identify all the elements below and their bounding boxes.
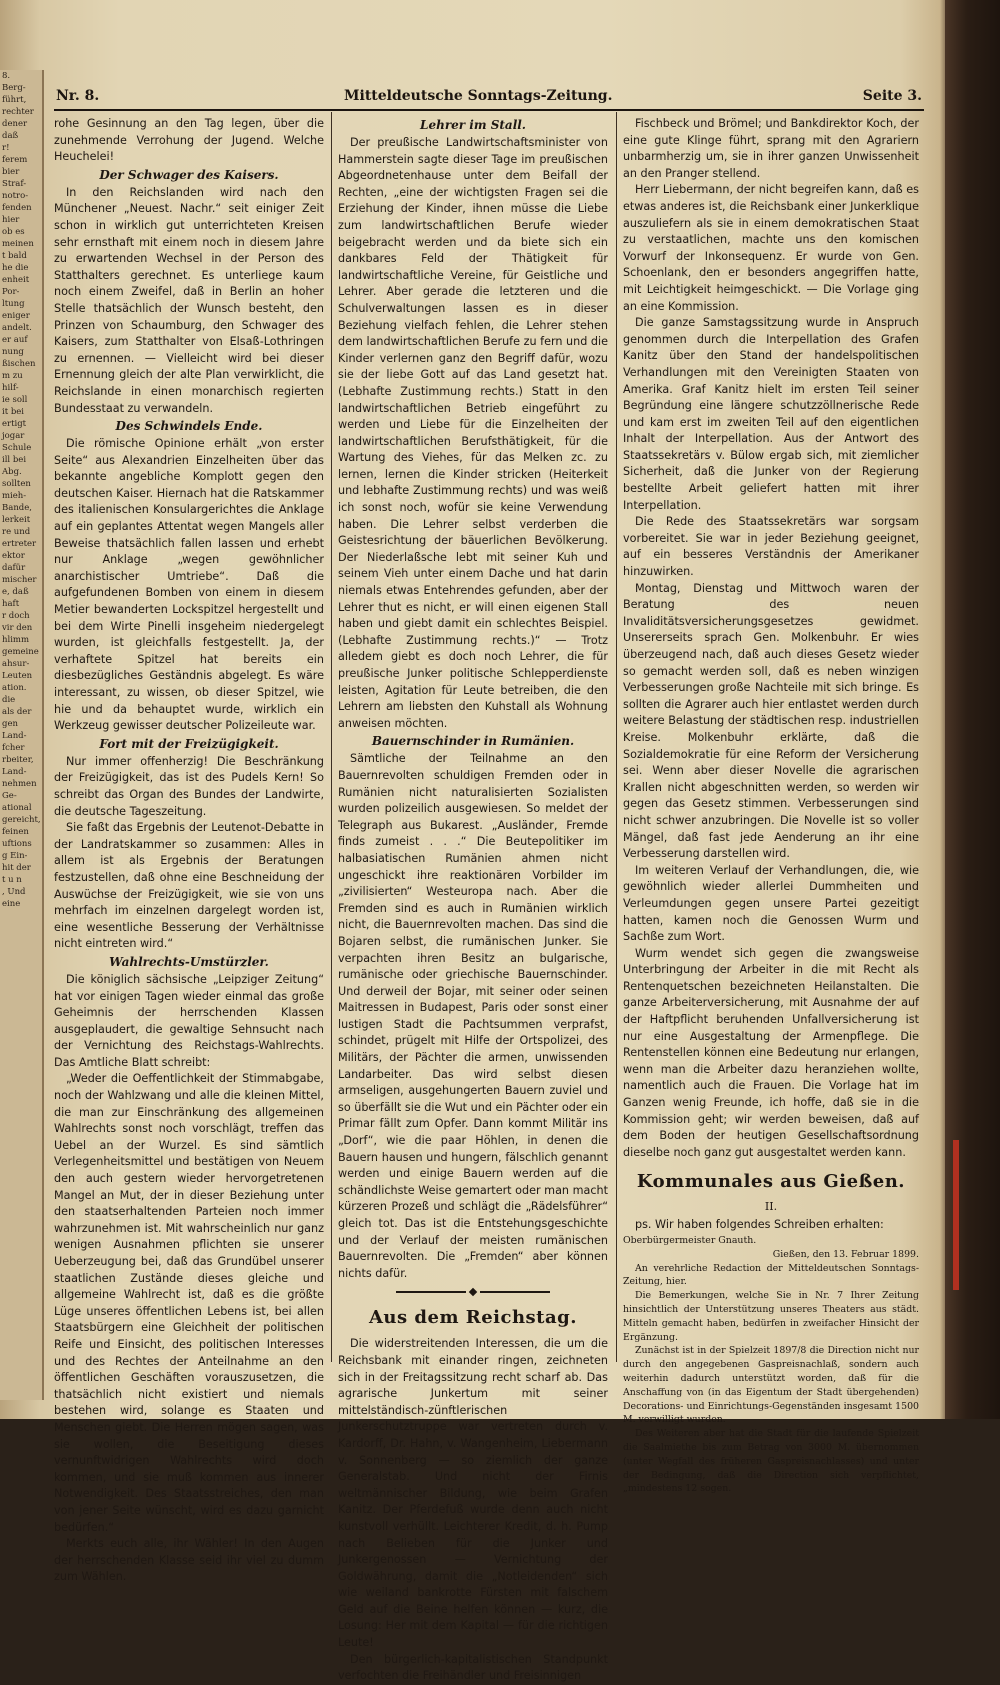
margin-fragment: rbeiter, — [2, 755, 34, 765]
margin-fragment: als der — [2, 707, 32, 717]
article-paragraph: Fischbeck und Brömel; und Bankdirektor Koch, der eine gute Klinge führt, sprang mit den Agrariern unbarmherzig um, sie in ihrer ganzen Unwissenheit an den Pranger stellend. — [623, 117, 919, 180]
margin-fragment: t u n — [2, 875, 22, 885]
book-binding — [945, 0, 1000, 1419]
margin-fragment: Bande, — [2, 503, 32, 513]
column-1 — [54, 116, 324, 1584]
margin-fragment: ferem — [2, 155, 28, 165]
binding-ribbon — [953, 1140, 959, 1290]
masthead — [54, 88, 924, 110]
margin-fragment: eniger — [2, 311, 30, 321]
article-paragraph: Sie faßt das Ergebnis der Leutenot-Debatte in der Landratskammer so zusammen: Alles in allem ist als Ergebnis der Beratungen festzustellen, daß ohne eine Beschneidung der Auswüchse der Freizügigkeit, wie sie von uns mehrfach im einzelnen dargelegt worden ist, eine wesentliche Besserung der Verhältnisse nicht eintreten wird.“ — [54, 821, 324, 951]
margin-fragment: ltung — [2, 299, 25, 309]
letter-paragraph: Zunächst ist in der Spielzeit 1897/8 die Direction nicht nur durch den angegebenen Gaspreisnachlaß, sondern auch weiterhin dadurch unterstützt worden, daß für die Anschaffung von (in das Eigentum der Stadt übergehenden) Decorations- und Einrichtungs-Gegenständen insgesamt 1500 M. verwilligt wurden. — [623, 1345, 919, 1426]
column-rule — [616, 112, 617, 1362]
ornament-part — [480, 1291, 550, 1293]
letter-sender: Oberbürgermeister Gnauth. — [623, 1235, 757, 1246]
margin-fragment: hlimm — [2, 635, 30, 645]
article-paragraph: Wurm wendet sich gegen die zwangsweise Unterbringung der Arbeiter in die mit Recht als Rentenquetschen bezeichneten Heilanstalten. Die ganze Arbeiterversicherung, mit Ausnahme der auf der Haftpflicht beruhenden Unfallversicherung ist nur eine Ausgestaltung der Armenpflege. Die Rentenstellen können eine Bedeutung nur erlangen, wenn man die Arbeiter dazu heranziehen wollte, namentlich auch die Frauen. Die Vorlage hat im Ganzen wenig Freunde, ich hoffe, daß sie in die Kommission geht; wir werden beweisen, daß auf dem Boden der heutigen Gesellschaftsordnung dieselbe noch ganz gut ausgestaltet werden kann. — [623, 946, 919, 1159]
article-paragraph: In den Reichslanden wird nach den Münchener „Neuest. Nachr.“ seit einiger Zeit schon in wirklich gut unterrichteten Kreisen sehr ernsthaft mit einem noch in diesem Jahre zu erwartenden Wechsel in der Person des Statthalters gerechnet. Es unterliege kaum noch einem Zweifel, daß in Berlin an hoher Stelle thatsächlich der Wunsch besteht, den Prinzen von Schaumburg, den Schwager des Kaisers, zum Statthalter von Elsaß-Lothringen zu ernennen. — Vielleicht wird bei dieser Ernennung gleich der alte Plan verwirklicht, die Reichslande in einen monarchisch regierten Bundesstaat zu verwandeln. — [54, 185, 324, 415]
article-headline: Der Schwager des Kaisers. — [99, 167, 279, 182]
margin-fragment: sollten — [2, 479, 31, 489]
section-headline: Aus dem Reichstag. — [368, 1307, 578, 1329]
newspaper-title: Mitteldeutsche Sonntags-Zeitung. — [344, 88, 613, 104]
margin-fragment: notro- — [2, 191, 29, 201]
margin-fragment: r! — [2, 143, 10, 153]
margin-fragment: t bald — [2, 251, 27, 261]
margin-fragment: mieh- — [2, 491, 27, 501]
column-3 — [623, 116, 919, 1495]
margin-fragment: daß — [2, 131, 19, 141]
article-paragraph: Den bürgerlich-kapitalistischen Standpunkt verfochten die Freihändler und Freisinnigen — [338, 1652, 608, 1683]
column-2 — [338, 116, 608, 1683]
issue-number: Nr. 8. — [56, 88, 100, 104]
letter-address: An verehrliche Redaction der Mitteldeutschen Sonntags-Zeitung, hier. — [623, 1262, 919, 1288]
margin-fragment: führt, — [2, 95, 27, 105]
margin-fragment: e, daß — [2, 587, 29, 597]
margin-fragment: ation. — [2, 683, 27, 693]
article-paragraph: Im weiteren Verlauf der Verhandlungen, die, wie gewöhnlich wieder allerlei Dummheiten und Verleumdungen gegen unsere Partei gezeitigt hatten, kamen noch die Genossen Wurm und Sachße zum Wort. — [623, 863, 919, 944]
margin-fragment: feinen — [2, 827, 29, 837]
margin-fragment: eine — [2, 899, 21, 909]
margin-fragment: ational — [2, 803, 32, 813]
letter-paragraph: Des Weiteren aber hat die Stadt für die laufende Spielzeit die Saalmiethe bis zum Betrag von 3000 M. übernommen (unter Wegfall des früheren Gaspreisnachlasses) und unter der Bedingung, daß die Direction sich verpflichtet, „mindestens 12 sogen. — [623, 1428, 919, 1495]
article-paragraph: Der preußische Landwirtschaftsminister von Hammerstein sagte dieser Tage im preußischen Abgeordnetenhause unter dem Beifall der Rechten, „eine der wichtigsten Fragen sei die Erziehung der Kinder, ihnen müsse die Liebe zum landwirtschaftlichen Berufe wieder beigebracht werden und da biete sich ein dankbares Feld der Thätigkeit für landwirtschaftliche Vereine, für Geistliche und Lehrer. Aber gerade die letzteren und die Schulverwaltungen lassen es in dieser Beziehung vielfach fehlen, die Lehrer stehen dem landwirtschaftlichen Berufe zu fern und die Kinder verlernen ganz den Begriff dafür, wozu sie der liebe Gott auf das Land gesetzt hat. (Lebhafte Zustimmung rechts.) Statt in den landwirtschaftlichen Betrieb eingeführt zu werden und Liebe für die Einzelheiten der landwirtschaftlichen Berufsthätigkeit, für die Wartung des Viehes, für das Melken zc. zu lernen, lernen die Kinder stricken (Heiterkeit und lebhafte Zustimmung rechts) und was weiß ich sonst noch, wofür sie keine Verwendung haben. Die Lehrer selbst verderben die Geistesrichtung der bäuerlichen Bevölkerung. Der Niederlaßsche lebt mit seiner Kuh und seinem Vieh unter einem Dache und hat darin niemals etwas Entehrendes gefunden, aber der Lehrer thut es nicht, er will einen eigenen Stall haben und giebt damit ein schlechtes Beispiel. (Lebhafte Zustimmung rechts.)“ — Trotz alledem giebt es doch noch Lehrer, die für preußische Junker politische Schlepperdienste leisten, Agitation für Leute betreiben, die den Lehrern am liebsten den Kuhstall als Wohnung anweisen möchten. — [338, 136, 608, 730]
article-headline: Wahlrechts-Umstürzler. — [109, 954, 269, 969]
margin-fragment: it bei — [2, 407, 25, 417]
column-rule — [331, 112, 332, 1362]
margin-fragment: Leuten — [2, 671, 33, 681]
margin-fragment: gen — [2, 719, 18, 729]
article-paragraph: Die Rede des Staatssekretärs war sorgsam vorbereitet. Sie war in jeder Beziehung geeignet, auf ein besseres Verständnis der Amerikaner hinzuwirken. — [623, 515, 919, 579]
article-paragraph: Sämtliche der Teilnahme an den Bauernrevolten schuldigen Fremden oder in Rumänien nicht naturalisierten Sozialisten wurden polizeilich ausgewiesen. So meldet der Telegraph aus Bukarest. „Ausländer, Fremde finds zumeist . . .“ Die Beutepolitiker im halbasiatischen Rumänien ahmen nicht ungeschickt ihre reaktionären Vorbilder im „zivilisierten“ Westeuropa nach. Aber die Fremden sind es auch in Rumänien wirklich nicht, die Bauernrevolten machen. Das sind die Bojaren selbst, die rumänischen Junker. Sie verpachten ihren Besitz an bulgarische, rumänische oder griechische Bauernschinder. Und derweil der Bojar, mit seiner oder seinen Maitressen in Budapest, Paris oder sonst einer lustigen Stadt die Pachtsummen verprafst, schindet, prügelt mit Hilfe der Ortspolizei, des Militärs, der Pächter die armen, unwissenden Landarbeiter. Das wird selbst diesen armseligen, ausgehungerten Bauern zuviel und so überfällt sie die Wut und ein Pächter oder ein Primar fällt zum Opfer. Dann kommt Militär ins „Dorf“, wie die paar Höhlen, in denen die Bauern hausen und hungern, fälschlich genannt werden und einige Bauern werden auf die schändlichste Weise gemartert oder man macht kürzeren Prozeß und schlägt die „Rädelsführer“ gleich tot. Das ist die Entstehungsgeschichte und der Verlauf der meisten rumänischen Bauernrevolten. Die „Fremden“ aber können nichts dafür. — [338, 752, 608, 1280]
margin-fragment: ie soll — [2, 395, 28, 405]
article-paragraph: Die römische Opinione erhält „von erster Seite“ aus Alexandrien Einzelheiten über das bekannte angebliche Komplott gegen den deutschen Kaiser. Hiernach hat die Ratskammer des italienischen Konsulargerichtes die Anklage auf ein geplantes Attentat wegen Mangels aller Beweise thatsächlich fallen lassen und erhebt nur Anklage „wegen gewöhnlicher anarchistischer Umtriebe“. Daß die aufgefundenen Bomben von einem in diesem Metier bewanderten Lockspitzel hergestellt und bei dem Wirte Pinelli insgeheim niedergelegt wurden, ist gleichfalls festgestellt. Ja, der verhaftete Spitzel hat bereits ein diesbezügliches Geständnis abgelegt. Es wäre interessant, zu wissen, ob dieser Spitzel, wie hie und da behauptet wurde, wirklich ein Werkzeug gewisser deutscher Polizeileute war. — [54, 437, 324, 733]
margin-fragment: re und — [2, 527, 31, 537]
margin-fragment: jogar — [2, 431, 25, 441]
previous-page-edge — [0, 70, 44, 1400]
margin-fragment: r doch — [2, 611, 30, 621]
margin-fragment: Berg- — [2, 83, 26, 93]
article-paragraph: Nur immer offenherzig! Die Beschränkung der Freizügigkeit, das ist des Pudels Kern! So schreibt das Organ des Bundes der Landwirte, die deutsche Tageszeitung. — [54, 754, 324, 818]
margin-fragment: 8. — [2, 71, 11, 81]
margin-fragment: dener — [2, 119, 28, 129]
margin-fragment: ertigt — [2, 419, 27, 429]
section-numeral: II. — [764, 1200, 778, 1214]
article-paragraph: Merkts euch alle, ihr Wähler! In den Augen der herrschenden Klasse seid ihr viel zu dumm zum Wählen. — [54, 1537, 324, 1584]
margin-fragment: Land- — [2, 731, 27, 741]
margin-fragment: hier — [2, 215, 20, 225]
masthead-rule — [54, 109, 924, 111]
margin-fragment: Por- — [2, 287, 20, 297]
margin-fragment: vir den — [2, 623, 33, 633]
article-paragraph: Die königlich sächsische „Leipziger Zeitung“ hat vor einigen Tagen wieder einmal das große Geheimnis der herrschenden Klassen ausgeplaudert, die gewaltige Sehnsucht nach der Vernichtung des Reichstags-Wahlrechts. Das Amtliche Blatt schreibt: — [54, 972, 324, 1069]
margin-fragment: Straf- — [2, 179, 27, 189]
margin-fragment: er auf — [2, 335, 28, 345]
article-paragraph: Montag, Dienstag und Mittwoch waren der Beratung des neuen Invaliditätsversicherungsgesetzes gewidmet. Unsererseits sprach Gen. Molkenbuhr. Er wies überzeugend nach, daß auch dieses Gesetz wieder so gemacht werden soll, daß es neben winzigen Verbesserungen große Nachteile mit sich bringe. Es sollten die Agrarer auch hier entlastet werden durch weitere Belastung der städtischen resp. industriellen Kreise. Molkenbuhr erklärte, daß die Sozialdemokratie für eine Reform der Versicherung sei. Wenn aber dieser Novelle die agrarischen Krallen nicht abgeschnitten werden, so werden wir gegen das Gesetz stimmen. Verbesserungen sind nicht schwer anzubringen. Die Novelle ist so voller Mängel, daß fast jede Aenderung an ihr eine Verbesserung darstellen wird. — [623, 581, 919, 861]
margin-fragment: Land- — [2, 767, 27, 777]
margin-fragment: hit der — [2, 863, 31, 873]
margin-fragment: gemeine — [2, 647, 39, 657]
margin-fragment: die — [2, 695, 16, 705]
margin-fragment: ertreter — [2, 539, 37, 549]
margin-fragment: dafür — [2, 563, 26, 573]
margin-fragment: bier — [2, 167, 20, 177]
letter-paragraph: Die Bemerkungen, welche Sie in Nr. 7 Ihrer Zeitung hinsichtlich der Unterstützung unseres Theaters aus städt. Mitteln gemacht haben, bedürfen in zweifacher Hinsicht der Ergänzung. — [623, 1290, 919, 1343]
margin-fragment: hilf- — [2, 383, 19, 393]
article-headline: Fort mit der Freizügigkeit. — [99, 736, 279, 751]
page-number: Seite 3. — [862, 88, 922, 104]
article-headline: Lehrer im Stall. — [420, 118, 526, 132]
margin-fragment: andelt. — [2, 323, 32, 333]
margin-fragment: fcher — [2, 743, 25, 753]
margin-fragment: fenden — [2, 203, 32, 213]
page-sheet — [44, 82, 939, 1683]
margin-fragment: nehmen — [2, 779, 37, 789]
article-paragraph: Die ganze Samstagssitzung wurde in Anspruch genommen durch die Interpellation des Grafen Kanitz über den Stand der handelspolitischen Verhandlungen mit den Vereinigten Staaten von Amerika. Graf Kanitz hielt im ersten Teil seiner Begründung eine längere schutzzöllnerische Rede und kam erst im zweiten Teil auf den eigentlichen Inhalt der Interpellation. Aus der Antwort des Staatssekretärs v. Bülow ergab sich, mit ziemlicher Sicherheit, daß die Junker von der Regierung bestellte Arbeit geliefert hatten mit ihrer Interpellation. — [623, 316, 919, 512]
letter-intro: ps. Wir haben folgendes Schreiben erhalten: — [635, 1218, 884, 1232]
ornament-part — [469, 1288, 477, 1296]
margin-fragment: , Und — [2, 887, 26, 897]
margin-fragment: Schule — [2, 443, 32, 453]
section-headline: Kommunales aus Gießen. — [636, 1171, 906, 1193]
article-paragraph: Herr Liebermann, der nicht begreifen kann, daß es etwas anderes ist, die Reichsbank einer Junkerklique auszuliefern als sie in einem demokratischen Staat zu verstaatlichen, machte uns den komischen Vorwurf der Inkonsequenz. Er wurde von Gen. Schoenlank, den er besonders angegriffen hatte, mit Leichtigkeit heimgeschickt. — Die Vorlage ging an eine Kommission. — [623, 183, 919, 313]
margin-fragment: Ge- — [2, 791, 17, 801]
article-paragraph: „Weder die Oeffentlichkeit der Stimmabgabe, noch der Wahlzwang und alle die kleinen Mittel, die man zur Einschränkung des allgemeinen Wahlrechts sonst noch vorschlägt, treffen das Uebel an der Wurzel. Es sind sämtlich Verlegenheitsmittel und bestätigen von Neuem den auch gestern wieder hervorgetretenen Mangel an Mut, der in dieser Beziehung unter den staatserhaltenden Parteien noch immer wahrzunehmen ist. Mit wahrscheinlich nur ganz wenigen Ausnahmen pflichten sie unserer Ueberzeugung bei, daß das Grundübel unserer staatlichen Zustände dieses gleiche und allgemeine Wahlrecht ist, daß es die größte Lüge unseres öffentlichen Lebens ist, bei allen Staatsbürgern eine Gleichheit der politischen Reife und Einsicht, des politischen Interesses und des Rechtes der Anteilnahme an den öffentlichen Geschäften vorauszusetzen, die thatsächlich nicht existiert und niemals bestehen wird, solange es Staaten und Menschen giebt. Die Herren mögen sagen, was sie wollen, die Beseitigung dieses vernunftwidrigen Wahlrechts wird doch kommen, und sie muß kommen aus innerer Notwendigkeit. Des Staatsstreiches, den man von jener Seite wünscht, wird es dazu garnicht bedürfen.“ — [54, 1072, 324, 1534]
margin-fragment: gereicht, — [2, 815, 41, 825]
article-text: rohe Gesinnung an den Tag legen, über die zunehmende Verrohung der Jugend. Welche Heuchelei! — [54, 117, 324, 164]
ornament-part — [396, 1291, 466, 1293]
article-headline: Bauernschinder in Rumänien. — [371, 734, 575, 749]
margin-fragment: mischer — [2, 575, 37, 585]
article-headline: Des Schwindels Ende. — [115, 419, 263, 434]
margin-fragment: lerkeit — [2, 515, 31, 525]
margin-fragment: ßischen — [2, 359, 36, 369]
ornament-divider — [338, 1286, 608, 1297]
margin-fragment: ahsur- — [2, 659, 30, 669]
margin-fragment: nung — [2, 347, 24, 357]
article-paragraph: Die widerstreitenden Interessen, die um die Reichsbank mit einander ringen, zeichneten sich in der Freitagssitzung recht scharf ab. Das agrarische Junkertum mit seiner mittelständisch-zünftlerischen Junkerschutztruppe war vertreten durch v. Kardorff, Dr. Hahn, v. Wangenheim, Liebermann v. Sonnenberg — so ziemlich der ganze Generalstab. Und nicht der Firnis weltmännischer Bildung, wie beim Grafen Kanitz. Der Pferdefuß wurde denn auch nicht kunstvoll verhüllt. Leichterer Kredit, d. h. Pump nach Belieben für die Junker und Junkergenossen — Vernichtung der Goldwährung, damit die „Notleidenden“ sich wie weiland bankrotte Fürsten mit falschem Geld auf die Beine helfen können — kurz, die Losung: Her mit dem Kapital — für die richtigen Leute! — [338, 1337, 608, 1650]
margin-fragment: Abg. — [2, 467, 22, 477]
margin-fragment: m zu — [2, 371, 23, 381]
margin-fragment: ob es — [2, 227, 25, 237]
margin-fragment: uftions — [2, 839, 32, 849]
margin-fragment: enheit — [2, 275, 30, 285]
margin-fragment: he die — [2, 263, 29, 273]
margin-fragment: g Ein- — [2, 851, 28, 861]
margin-fragment: ill bei — [2, 455, 27, 465]
margin-fragment: rechter — [2, 107, 34, 117]
margin-fragment: meinen — [2, 239, 34, 249]
letter-dateline: Gießen, den 13. Februar 1899. — [772, 1248, 919, 1260]
margin-fragment: haft — [2, 599, 20, 609]
margin-fragment: ektor — [2, 551, 25, 561]
